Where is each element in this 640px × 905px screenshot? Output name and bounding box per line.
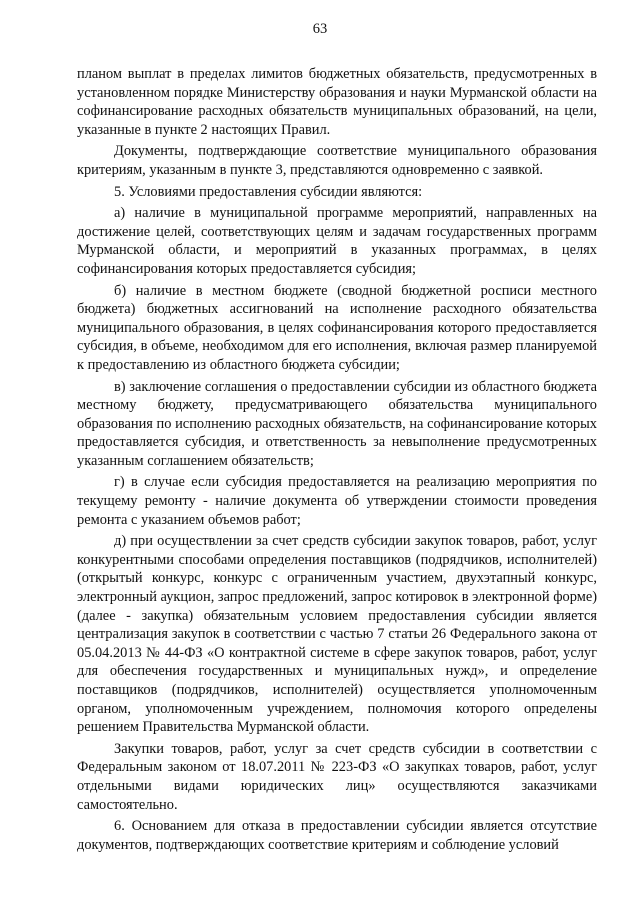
paragraph: 6. Основанием для отказа в предоставлении субсидии является отсутствие документов, подтверждающих соответствие критериям и соблюдение условий (77, 818, 597, 853)
paragraph: а) наличие в муниципальной программе мероприятий, направленных на достижение целей, соответствующих целям и задачам государственных программ Мурманской области, и мероприятий в указанных программах, в целях софинансирования которых предоставляется субсидия; (77, 205, 597, 277)
paragraph: б) наличие в местном бюджете (сводной бюджетной росписи местного бюджета) бюджетных ассигнований на исполнение расходного обязательства муниципального образования, в целях софинансирования которого предоставляется субсидия, в объеме, необходимом для его исполнения, включая размер планируемой к предоставлению из областного бюджета субсидии; (77, 282, 597, 373)
paragraph: г) в случае если субсидия предоставляется на реализацию мероприятия по текущему ремонту - наличие документа об утверждении стоимости проведения ремонта с указанием объемов работ; (77, 474, 597, 528)
page-number: 63 (312, 21, 328, 37)
paragraph: в) заключение соглашения о предоставлении субсидии из областного бюджета местному бюджету, предусматривающего обязательства муниципального образования по исполнению расходных обязательств, на софинансирование которых предоставляется субсидия, и ответственность за невыполнение предусмотренных указанным соглашением обязательств; (77, 378, 597, 469)
paragraph: д) при осуществлении за счет средств субсидии закупок товаров, работ, услуг конкурентными способами определения поставщиков (подрядчиков, исполнителей) (открытый конкурс, конкурс с ограниченным участием, двухэтапный конкурс, электронный аукцион, запрос предложений, запрос котировок в электронной форме) (далее - закупка) обязательным условием предоставления субсидии является централизация закупок в соответствии с частью 7 статьи 26 Федерального закона от 05.04.2013 № 44-ФЗ «О контрактной системе в сфере закупок товаров, работ, услуг для обеспечения государственных и муниципальных нужд», и определение поставщиков (подрядчиков, исполнителей) осуществляется уполномоченным органом, уполномоченным учреждением, полномочия которого определены решением Правительства Мурманской области. (77, 533, 597, 736)
paragraph: планом выплат в пределах лимитов бюджетных обязательств, предусмотренных в установленном порядке Министерству образования и науки Мурманской области на софинансирование расходных обязательств муниципальных образований, на цели, указанные в пункте 2 настоящих Правил. (77, 66, 597, 138)
paragraph: Документы, подтверждающие соответствие муниципального образования критериям, указанным в пункте 3, представляются одновременно с заявкой. (77, 143, 597, 178)
paragraph: Закупки товаров, работ, услуг за счет средств субсидии в соответствии с Федеральным законом от 18.07.2011 № 223-ФЗ «О закупках товаров, работ, услуг отдельными видами юридических лиц» осуществляются заказчиками самостоятельно. (77, 740, 597, 813)
document-body (77, 65, 597, 857)
paragraph: 5. Условиями предоставления субсидии являются: (114, 183, 423, 200)
